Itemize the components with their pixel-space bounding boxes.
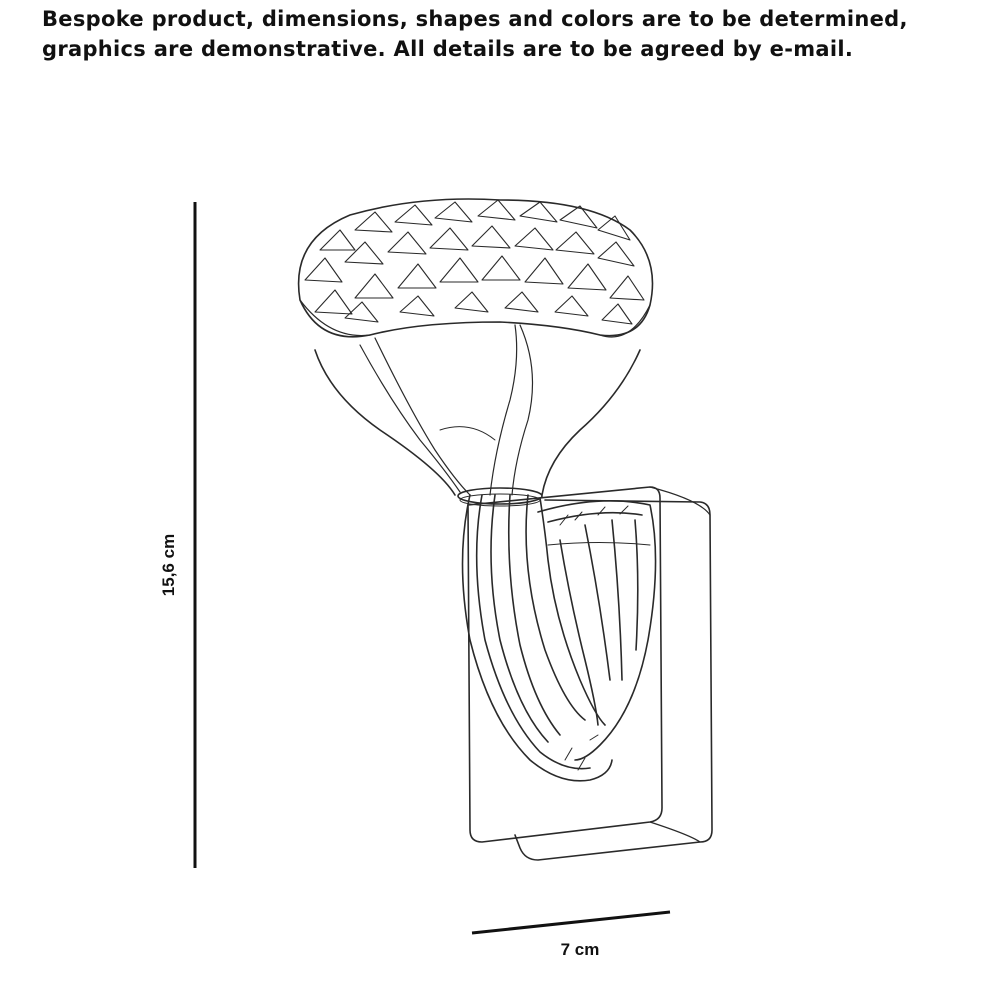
width-dimension-line [472,912,670,933]
wall-plate-front [468,487,662,842]
height-dimension-label: 15,6 cm [159,533,178,597]
disclaimer-text: Bespoke product, dimensions, shapes and colors are to be determined, graphics are demonstrative. All details are to be agreed by e-mail. [42,7,908,61]
wall-plate [515,500,712,860]
width-dimension-label: 7 cm [560,940,600,959]
wall-lamp-illustration [299,199,712,860]
shade-facets [305,200,644,324]
lamp-funnel [315,350,455,495]
lamp-shade [299,199,653,337]
